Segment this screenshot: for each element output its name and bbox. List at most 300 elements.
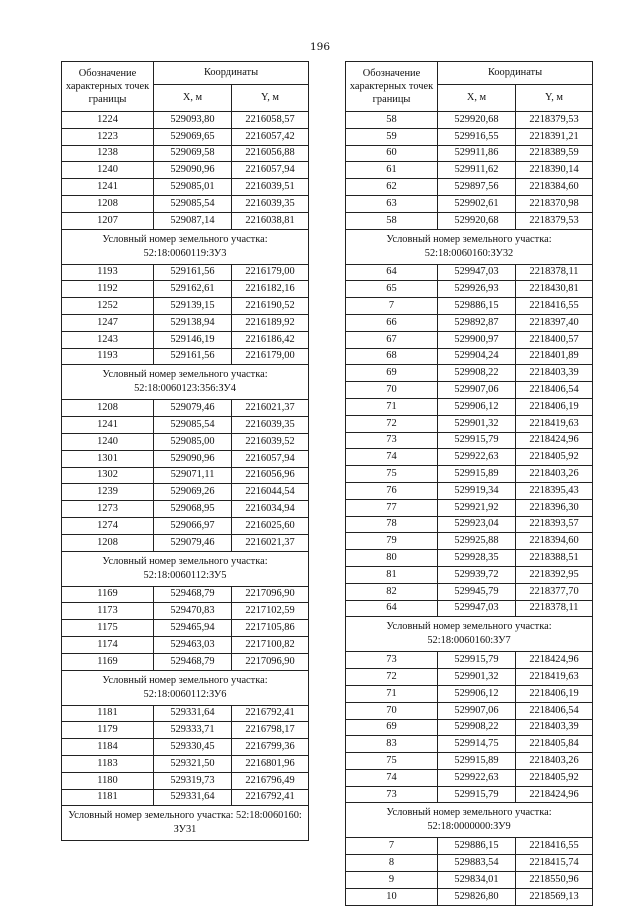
point-number-cell: 1184 — [62, 739, 154, 756]
y-coordinate-cell: 2218424,96 — [516, 432, 593, 449]
point-number-cell: 1302 — [62, 467, 154, 484]
x-coordinate-cell: 529319,73 — [154, 772, 232, 789]
y-coordinate-cell: 2218405,84 — [516, 736, 593, 753]
x-coordinate-cell: 529069,58 — [154, 145, 232, 162]
x-coordinate-cell: 529947,03 — [438, 264, 516, 281]
x-coordinate-cell: 529146,19 — [154, 331, 232, 348]
y-coordinate-cell: 2216056,96 — [232, 467, 309, 484]
point-number-cell: 1241 — [62, 179, 154, 196]
y-coordinate-cell: 2218379,53 — [516, 112, 593, 129]
point-number-cell: 63 — [346, 195, 438, 212]
x-coordinate-cell: 529907,06 — [438, 382, 516, 399]
y-coordinate-cell: 2216056,88 — [232, 145, 309, 162]
table-row — [62, 501, 309, 518]
table-row — [62, 789, 309, 806]
y-coordinate-cell: 2218397,40 — [516, 314, 593, 331]
table-row — [62, 534, 309, 551]
point-number-cell: 1247 — [62, 314, 154, 331]
table-row — [62, 281, 309, 298]
point-number-cell: 79 — [346, 533, 438, 550]
point-number-cell: 64 — [346, 264, 438, 281]
point-number-cell: 66 — [346, 314, 438, 331]
y-coordinate-cell: 2216038,81 — [232, 212, 309, 229]
x-coordinate-cell: 529915,89 — [438, 466, 516, 483]
table-row — [346, 415, 593, 432]
table-row — [346, 550, 593, 567]
table-row — [62, 620, 309, 637]
y-coordinate-cell: 2218393,57 — [516, 516, 593, 533]
x-coordinate-cell: 529939,72 — [438, 566, 516, 583]
table-row — [346, 145, 593, 162]
y-coordinate-cell: 2218405,92 — [516, 769, 593, 786]
x-coordinate-cell: 529915,89 — [438, 753, 516, 770]
table-row — [346, 685, 593, 702]
point-number-cell: 1181 — [62, 789, 154, 806]
table-row — [346, 516, 593, 533]
x-coordinate-cell: 529090,96 — [154, 162, 232, 179]
y-coordinate-cell: 2216057,94 — [232, 450, 309, 467]
y-coordinate-cell: 2217100,82 — [232, 636, 309, 653]
table-row — [62, 467, 309, 484]
y-coordinate-cell: 2218550,96 — [516, 872, 593, 889]
x-coordinate-cell: 529923,04 — [438, 516, 516, 533]
y-coordinate-cell: 2218400,57 — [516, 331, 593, 348]
point-number-cell: 1223 — [62, 128, 154, 145]
point-number-cell: 1274 — [62, 517, 154, 534]
y-coordinate-cell: 2216025,60 — [232, 517, 309, 534]
table-row — [346, 753, 593, 770]
table-row — [346, 128, 593, 145]
header-designation: Обозначение характерных точек границы — [62, 62, 154, 112]
x-coordinate-cell: 529886,15 — [438, 298, 516, 315]
point-number-cell: 76 — [346, 482, 438, 499]
point-number-cell: 83 — [346, 736, 438, 753]
point-number-cell: 72 — [346, 669, 438, 686]
table-row — [346, 112, 593, 129]
header-coordinates: Координаты — [154, 62, 309, 85]
table-row — [62, 112, 309, 129]
table-row — [346, 583, 593, 600]
x-coordinate-cell: 529468,79 — [154, 586, 232, 603]
parcel-number-label: Условный номер земельного участка: 52:18:0060112:ЗУ5 — [62, 551, 309, 586]
y-coordinate-cell: 2218406,54 — [516, 382, 593, 399]
x-coordinate-cell: 529826,80 — [438, 888, 516, 905]
table-row — [346, 179, 593, 196]
point-number-cell: 1243 — [62, 331, 154, 348]
point-number-cell: 1238 — [62, 145, 154, 162]
y-coordinate-cell: 2218569,13 — [516, 888, 593, 905]
point-number-cell: 65 — [346, 281, 438, 298]
x-coordinate-cell: 529079,46 — [154, 400, 232, 417]
point-number-cell: 1169 — [62, 586, 154, 603]
y-coordinate-cell: 2216057,94 — [232, 162, 309, 179]
table-row — [62, 179, 309, 196]
y-coordinate-cell: 2216021,37 — [232, 534, 309, 551]
table-row — [346, 298, 593, 315]
x-coordinate-cell: 529908,22 — [438, 719, 516, 736]
table-row — [346, 769, 593, 786]
point-number-cell: 10 — [346, 888, 438, 905]
x-coordinate-cell: 529069,26 — [154, 484, 232, 501]
parcel-number-label: Условный номер земельного участка: 52:18:0060160:ЗУ32 — [346, 229, 593, 264]
x-coordinate-cell: 529069,65 — [154, 128, 232, 145]
y-coordinate-cell: 2216034,94 — [232, 501, 309, 518]
x-coordinate-cell: 529902,61 — [438, 195, 516, 212]
table-row — [62, 484, 309, 501]
x-coordinate-cell: 529915,79 — [438, 652, 516, 669]
y-coordinate-cell: 2218424,96 — [516, 786, 593, 803]
x-coordinate-cell: 529915,79 — [438, 786, 516, 803]
table-row — [62, 298, 309, 315]
table-row — [62, 314, 309, 331]
page-number: 196 — [309, 41, 331, 53]
point-number-cell: 74 — [346, 769, 438, 786]
table-row — [346, 348, 593, 365]
table-row — [346, 652, 593, 669]
x-coordinate-cell: 529085,00 — [154, 433, 232, 450]
point-number-cell: 68 — [346, 348, 438, 365]
x-coordinate-cell: 529085,01 — [154, 179, 232, 196]
point-number-cell: 70 — [346, 382, 438, 399]
table-row — [346, 264, 593, 281]
y-coordinate-cell: 2218394,60 — [516, 533, 593, 550]
x-coordinate-cell: 529331,64 — [154, 705, 232, 722]
table-row — [62, 450, 309, 467]
point-number-cell: 1192 — [62, 281, 154, 298]
point-number-cell: 1273 — [62, 501, 154, 518]
table-row — [62, 705, 309, 722]
y-coordinate-cell: 2218406,19 — [516, 398, 593, 415]
table-row — [62, 331, 309, 348]
x-coordinate-cell: 529470,83 — [154, 603, 232, 620]
header-designation: Обозначение характерных точек границы — [346, 62, 438, 112]
y-coordinate-cell: 2218370,98 — [516, 195, 593, 212]
point-number-cell: 1180 — [62, 772, 154, 789]
table-body-left — [62, 112, 309, 841]
x-coordinate-cell: 529071,11 — [154, 467, 232, 484]
x-coordinate-cell: 529915,79 — [438, 432, 516, 449]
x-coordinate-cell: 529330,45 — [154, 739, 232, 756]
x-coordinate-cell: 529079,46 — [154, 534, 232, 551]
table-row — [346, 872, 593, 889]
point-number-cell: 1207 — [62, 212, 154, 229]
x-coordinate-cell: 529920,68 — [438, 212, 516, 229]
y-coordinate-cell: 2218390,14 — [516, 162, 593, 179]
table-row — [346, 888, 593, 905]
y-coordinate-cell: 2216792,41 — [232, 705, 309, 722]
table-row — [62, 636, 309, 653]
table-row — [346, 365, 593, 382]
point-number-cell: 1240 — [62, 433, 154, 450]
point-number-cell: 73 — [346, 432, 438, 449]
table-row — [62, 417, 309, 434]
y-coordinate-cell: 2218415,74 — [516, 855, 593, 872]
x-coordinate-cell: 529892,87 — [438, 314, 516, 331]
x-coordinate-cell: 529834,01 — [438, 872, 516, 889]
y-coordinate-cell: 2218424,96 — [516, 652, 593, 669]
point-number-cell: 80 — [346, 550, 438, 567]
point-number-cell: 1181 — [62, 705, 154, 722]
parcel-number-label: Условный номер земельного участка: 52:18:0060160: ЗУ31 — [62, 806, 309, 841]
y-coordinate-cell: 2216179,00 — [232, 348, 309, 365]
x-coordinate-cell: 529090,96 — [154, 450, 232, 467]
y-coordinate-cell: 2216186,42 — [232, 331, 309, 348]
table-row — [62, 348, 309, 365]
table-row — [62, 212, 309, 229]
x-coordinate-cell: 529333,71 — [154, 722, 232, 739]
parcel-section-row — [346, 617, 593, 652]
point-number-cell: 7 — [346, 298, 438, 315]
table-row — [62, 755, 309, 772]
parcel-number-label: Условный номер земельного участка: 52:18:0060119:ЗУ3 — [62, 229, 309, 264]
table-row — [346, 162, 593, 179]
y-coordinate-cell: 2218378,11 — [516, 600, 593, 617]
x-coordinate-cell: 529468,79 — [154, 653, 232, 670]
y-coordinate-cell: 2218403,26 — [516, 753, 593, 770]
table-row — [346, 600, 593, 617]
point-number-cell: 75 — [346, 753, 438, 770]
x-coordinate-cell: 529162,61 — [154, 281, 232, 298]
x-coordinate-cell: 529886,15 — [438, 838, 516, 855]
y-coordinate-cell: 2218396,30 — [516, 499, 593, 516]
point-number-cell: 59 — [346, 128, 438, 145]
x-coordinate-cell: 529901,32 — [438, 669, 516, 686]
x-coordinate-cell: 529138,94 — [154, 314, 232, 331]
point-number-cell: 60 — [346, 145, 438, 162]
table-row — [346, 449, 593, 466]
point-number-cell: 1183 — [62, 755, 154, 772]
table-row — [62, 517, 309, 534]
y-coordinate-cell: 2216798,17 — [232, 722, 309, 739]
header-x: X, м — [154, 85, 232, 112]
x-coordinate-cell: 529093,80 — [154, 112, 232, 129]
table-row — [346, 281, 593, 298]
x-coordinate-cell: 529922,63 — [438, 449, 516, 466]
y-coordinate-cell: 2216058,57 — [232, 112, 309, 129]
x-coordinate-cell: 529922,63 — [438, 769, 516, 786]
point-number-cell: 70 — [346, 702, 438, 719]
x-coordinate-cell: 529465,94 — [154, 620, 232, 637]
x-coordinate-cell: 529911,86 — [438, 145, 516, 162]
table-row — [62, 772, 309, 789]
y-coordinate-cell: 2218416,55 — [516, 298, 593, 315]
point-number-cell: 1252 — [62, 298, 154, 315]
point-number-cell: 1208 — [62, 400, 154, 417]
y-coordinate-cell: 2216039,52 — [232, 433, 309, 450]
x-coordinate-cell: 529947,03 — [438, 600, 516, 617]
x-coordinate-cell: 529066,97 — [154, 517, 232, 534]
parcel-number-label: Условный номер земельного участка: 52:18:0060112:ЗУ6 — [62, 670, 309, 705]
y-coordinate-cell: 2218403,26 — [516, 466, 593, 483]
parcel-number-label: Условный номер земельного участка: 52:18:0000000:ЗУ9 — [346, 803, 593, 838]
point-number-cell: 1173 — [62, 603, 154, 620]
y-coordinate-cell: 2216189,92 — [232, 314, 309, 331]
table-row — [346, 719, 593, 736]
table-row — [346, 466, 593, 483]
point-number-cell: 1240 — [62, 162, 154, 179]
x-coordinate-cell: 529897,56 — [438, 179, 516, 196]
y-coordinate-cell: 2216179,00 — [232, 264, 309, 281]
table-row — [62, 603, 309, 620]
table-row — [346, 669, 593, 686]
table-row — [346, 838, 593, 855]
parcel-section-row — [62, 670, 309, 705]
header-x: X, м — [438, 85, 516, 112]
y-coordinate-cell: 2217096,90 — [232, 586, 309, 603]
point-number-cell: 1239 — [62, 484, 154, 501]
point-number-cell: 78 — [346, 516, 438, 533]
point-number-cell: 81 — [346, 566, 438, 583]
table-row — [62, 195, 309, 212]
x-coordinate-cell: 529901,32 — [438, 415, 516, 432]
y-coordinate-cell: 2216039,35 — [232, 417, 309, 434]
header-y: Y, м — [232, 85, 309, 112]
point-number-cell: 1208 — [62, 534, 154, 551]
point-number-cell: 69 — [346, 365, 438, 382]
point-number-cell: 1224 — [62, 112, 154, 129]
table-row — [346, 702, 593, 719]
x-coordinate-cell: 529916,55 — [438, 128, 516, 145]
x-coordinate-cell: 529926,93 — [438, 281, 516, 298]
y-coordinate-cell: 2216801,96 — [232, 755, 309, 772]
point-number-cell: 73 — [346, 786, 438, 803]
y-coordinate-cell: 2218406,19 — [516, 685, 593, 702]
table-row — [346, 786, 593, 803]
x-coordinate-cell: 529087,14 — [154, 212, 232, 229]
point-number-cell: 9 — [346, 872, 438, 889]
table-row — [346, 566, 593, 583]
table-row — [62, 400, 309, 417]
y-coordinate-cell: 2217102,59 — [232, 603, 309, 620]
point-number-cell: 69 — [346, 719, 438, 736]
point-number-cell: 64 — [346, 600, 438, 617]
y-coordinate-cell: 2218388,51 — [516, 550, 593, 567]
point-number-cell: 67 — [346, 331, 438, 348]
table-row — [62, 264, 309, 281]
x-coordinate-cell: 529883,54 — [438, 855, 516, 872]
table-row — [346, 736, 593, 753]
point-number-cell: 71 — [346, 398, 438, 415]
y-coordinate-cell: 2218379,53 — [516, 212, 593, 229]
x-coordinate-cell: 529920,68 — [438, 112, 516, 129]
x-coordinate-cell: 529945,79 — [438, 583, 516, 600]
point-number-cell: 1208 — [62, 195, 154, 212]
coordinates-table-left — [61, 61, 309, 841]
point-number-cell: 1193 — [62, 348, 154, 365]
parcel-number-label: Условный номер земельного участка: 52:18:0060160:ЗУ7 — [346, 617, 593, 652]
x-coordinate-cell: 529919,34 — [438, 482, 516, 499]
x-coordinate-cell: 529331,64 — [154, 789, 232, 806]
table-row — [346, 398, 593, 415]
x-coordinate-cell: 529914,75 — [438, 736, 516, 753]
point-number-cell: 71 — [346, 685, 438, 702]
y-coordinate-cell: 2216796,49 — [232, 772, 309, 789]
table-row — [346, 212, 593, 229]
table-row — [346, 482, 593, 499]
point-number-cell: 74 — [346, 449, 438, 466]
table-row — [346, 314, 593, 331]
x-coordinate-cell: 529085,54 — [154, 195, 232, 212]
y-coordinate-cell: 2218395,43 — [516, 482, 593, 499]
point-number-cell: 58 — [346, 112, 438, 129]
point-number-cell: 1175 — [62, 620, 154, 637]
point-number-cell: 82 — [346, 583, 438, 600]
x-coordinate-cell: 529900,97 — [438, 331, 516, 348]
y-coordinate-cell: 2218392,95 — [516, 566, 593, 583]
y-coordinate-cell: 2216039,51 — [232, 179, 309, 196]
y-coordinate-cell: 2218384,60 — [516, 179, 593, 196]
table-row — [346, 432, 593, 449]
x-coordinate-cell: 529463,03 — [154, 636, 232, 653]
x-coordinate-cell: 529161,56 — [154, 264, 232, 281]
y-coordinate-cell: 2216182,16 — [232, 281, 309, 298]
x-coordinate-cell: 529907,06 — [438, 702, 516, 719]
point-number-cell: 61 — [346, 162, 438, 179]
y-coordinate-cell: 2217096,90 — [232, 653, 309, 670]
y-coordinate-cell: 2218389,59 — [516, 145, 593, 162]
parcel-section-row — [62, 551, 309, 586]
y-coordinate-cell: 2218405,92 — [516, 449, 593, 466]
point-number-cell: 1174 — [62, 636, 154, 653]
parcel-section-row — [62, 365, 309, 400]
y-coordinate-cell: 2218419,63 — [516, 415, 593, 432]
table-row — [62, 162, 309, 179]
x-coordinate-cell: 529921,92 — [438, 499, 516, 516]
table-row — [62, 128, 309, 145]
point-number-cell: 62 — [346, 179, 438, 196]
header-coordinates: Координаты — [438, 62, 593, 85]
y-coordinate-cell: 2216057,42 — [232, 128, 309, 145]
y-coordinate-cell: 2218416,55 — [516, 838, 593, 855]
y-coordinate-cell: 2216799,36 — [232, 739, 309, 756]
point-number-cell: 8 — [346, 855, 438, 872]
y-coordinate-cell: 2216021,37 — [232, 400, 309, 417]
table-row — [346, 533, 593, 550]
point-number-cell: 77 — [346, 499, 438, 516]
x-coordinate-cell: 529906,12 — [438, 685, 516, 702]
y-coordinate-cell: 2218403,39 — [516, 365, 593, 382]
table-row — [346, 499, 593, 516]
point-number-cell: 1193 — [62, 264, 154, 281]
table-row — [62, 586, 309, 603]
y-coordinate-cell: 2216044,54 — [232, 484, 309, 501]
y-coordinate-cell: 2218406,54 — [516, 702, 593, 719]
y-coordinate-cell: 2218401,89 — [516, 348, 593, 365]
x-coordinate-cell: 529925,88 — [438, 533, 516, 550]
x-coordinate-cell: 529321,50 — [154, 755, 232, 772]
table-row — [62, 739, 309, 756]
y-coordinate-cell: 2218403,39 — [516, 719, 593, 736]
point-number-cell: 58 — [346, 212, 438, 229]
table-row — [346, 331, 593, 348]
y-coordinate-cell: 2218391,21 — [516, 128, 593, 145]
point-number-cell: 1241 — [62, 417, 154, 434]
y-coordinate-cell: 2216190,52 — [232, 298, 309, 315]
point-number-cell: 75 — [346, 466, 438, 483]
parcel-section-row — [62, 806, 309, 841]
x-coordinate-cell: 529139,15 — [154, 298, 232, 315]
parcel-section-row — [346, 803, 593, 838]
parcel-section-row — [346, 229, 593, 264]
table-row — [346, 195, 593, 212]
y-coordinate-cell: 2218378,11 — [516, 264, 593, 281]
point-number-cell: 7 — [346, 838, 438, 855]
header-y: Y, м — [516, 85, 593, 112]
parcel-number-label: Условный номер земельного участка: 52:18:0060123:356:ЗУ4 — [62, 365, 309, 400]
x-coordinate-cell: 529904,24 — [438, 348, 516, 365]
point-number-cell: 1169 — [62, 653, 154, 670]
y-coordinate-cell: 2218430,81 — [516, 281, 593, 298]
